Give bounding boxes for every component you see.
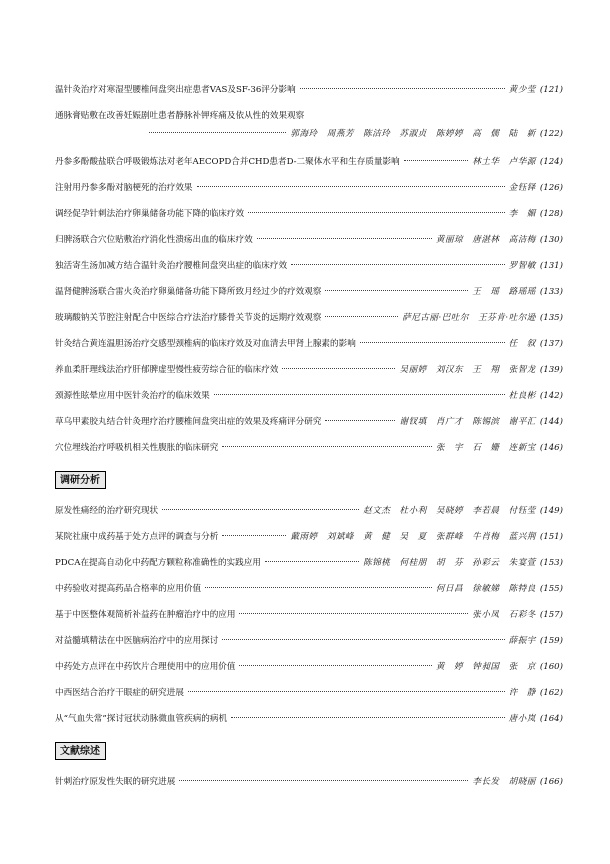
dot-leader [239,665,431,666]
toc-entry [55,531,563,543]
page-number: (166) [539,777,563,787]
article-title: 某院社康中成药基于处方点评的调查与分析 [55,532,219,542]
toc-entry [55,234,563,246]
page-number: (151) [539,532,563,542]
article-title: 针灸结合黄连温胆汤治疗交感型颈椎病的临床疗效及对血清去甲肾上腺素的影响 [55,339,356,349]
page-number: (149) [539,506,563,516]
dot-leader [265,561,359,562]
toc-entry [55,182,563,194]
page-number: (133) [539,287,563,297]
dot-leader [231,717,505,718]
page-number: (124) [539,157,563,167]
dot-leader [257,238,432,239]
toc-entry [55,364,563,376]
table-of-contents [55,84,563,788]
article-title: 穴位埋线治疗呼吸机相关性腹胀的临床研究 [55,443,219,453]
dot-leader [239,613,468,614]
toc-entry [55,84,563,96]
page-number: (139) [539,365,563,375]
page-number: (159) [539,636,563,646]
dot-leader [282,368,395,369]
toc-entry-row [55,416,563,428]
page-number: (144) [539,417,563,427]
dot-leader [222,446,432,447]
section-heading: 调研分析 [55,471,106,489]
page-number: (130) [539,235,563,245]
dot-leader [162,509,359,510]
article-authors: 张小凤 石彩冬 [472,610,536,620]
toc-entry-row [55,776,563,788]
page-number: (162) [539,688,563,698]
toc-entry-row [55,635,563,647]
toc-entry-row [55,110,563,122]
article-authors: 戴雨婷 刘斌峰 黄 健 吴 夏 张群峰 牛肖梅 蓝兴荆 [290,532,536,542]
article-title: 丹参多酚酸盐联合呼吸锻炼法对老年AECOPD合并CHD患者D-二聚体水平和生存质量影响 [55,157,400,167]
article-title: 基于中医整体观简析补益药在肿瘤治疗中的应用 [55,610,236,620]
dot-leader [222,639,504,640]
article-authors: 王 瑶 路瑶瑶 [472,287,536,297]
article-title: 养血柔肝理线法治疗肝郁脾虚型慢性疲劳综合征的临床疗效 [55,365,279,375]
article-title: 草乌甲素胶丸结合针灸理疗治疗腰椎间盘突出症的效果及疼痛评分研究 [55,417,322,427]
toc-entry [55,505,563,517]
toc-entry-row [55,661,563,673]
article-authors: 黄少莹 [508,85,536,95]
article-authors: 李 媚 [508,209,536,219]
dot-leader [248,212,505,213]
article-title: 从“气血失常”探讨冠状动脉微血管疾病的病机 [55,714,228,724]
toc-entry-row [55,713,563,725]
toc-entry [55,416,563,428]
page-number: (146) [539,443,563,453]
article-title: 针刺治疗原发性失眠的研究进展 [55,777,176,787]
page-number: (164) [539,714,563,724]
dot-leader [300,88,505,89]
toc-entry [55,776,563,788]
page-number: (142) [539,391,563,401]
article-title: 中药处方点评在中药饮片合理使用中的应用价值 [55,662,236,672]
article-authors: 何日昌 徐敏娣 陈特良 [435,584,536,594]
dot-leader [360,342,505,343]
toc-entry-row [55,286,563,298]
toc-entry [55,635,563,647]
article-authors: 谢钗填 肖广才 陈锡滨 谢平汇 [399,417,536,427]
page-number: (121) [539,85,563,95]
toc-entry [55,583,563,595]
page-number: (122) [539,129,563,139]
page-number: (137) [539,339,563,349]
toc-entry [55,661,563,673]
article-authors: 林土华 卢华源 [472,157,536,167]
toc-entry-row [55,364,563,376]
article-title: 中药验收对提高药品合格率的应用价值 [55,584,202,594]
article-title: PDCA在提高自动化中药配方颗粒称准确性的实践应用 [55,558,261,568]
page-number: (126) [539,183,563,193]
section-heading: 文献综述 [55,742,106,760]
article-authors: 薛振宇 [508,636,536,646]
article-authors: 张 宇 石 姗 连新宝 [435,443,536,453]
article-authors: 罗智敏 [508,261,536,271]
page-number: (135) [539,313,563,323]
article-authors: 李长发 胡晓丽 [472,777,536,787]
toc-entry [55,286,563,298]
page-number: (155) [539,584,563,594]
dot-leader [325,316,398,317]
article-authors: 吴丽婷 刘汉东 王 翔 张智龙 [399,365,536,375]
toc-entry-row [55,182,563,194]
page-number: (128) [539,209,563,219]
article-title: 中西医结合治疗干眼症的研究进展 [55,688,184,698]
article-title: 通脉膏贴敷在改善妊娠剧吐患者静脉补钾疼痛及依从性的效果观察 [55,111,305,121]
article-authors: 萨尼古丽·巴吐尔 王芬肯·吐尔逊 [402,313,536,323]
article-title: 调经促孕针刺法治疗卵巢储备功能下降的临床疗效 [55,209,245,219]
toc-entry [55,713,563,725]
article-authors: 黄丽琼 唐湛林 高洁梅 [435,235,536,245]
dot-leader [149,132,286,133]
toc-entry [55,557,563,569]
toc-entry [55,110,563,140]
article-authors: 郭海玲 周燕芳 陈洁玲 苏淑贞 陈婷婷 高 儒 陆 新 [290,129,536,139]
dot-leader [291,264,505,265]
article-authors: 唐小岚 [508,714,536,724]
toc-entry-row [55,505,563,517]
toc-entry [55,312,563,324]
toc-entry-row [55,687,563,699]
toc-entry [55,338,563,350]
article-authors: 陈锦桃 何桂朋 胡 芬 孙彩云 朱宴萱 [363,558,536,568]
article-title: 颈源性眩晕应用中医针灸治疗的临床效果 [55,391,210,401]
toc-entry [55,156,563,168]
dot-leader [205,587,432,588]
dot-leader [188,691,505,692]
article-authors: 金钰铎 [508,183,536,193]
toc-entry-row [55,609,563,621]
dot-leader [325,290,468,291]
toc-entry-row [55,234,563,246]
dot-leader [222,535,286,536]
page-number: (160) [539,662,563,672]
toc-entry-row [55,128,563,140]
article-title: 对益髓填精法在中医脑病治疗中的应用探讨 [55,636,219,646]
section-heading-row [55,468,563,489]
article-title: 原发性痛经的治疗研究现状 [55,506,159,516]
toc-entry-row [55,312,563,324]
toc-entry-row [55,156,563,168]
article-authors: 黄 婷 钟昶国 张 京 [435,662,536,672]
toc-entry-row [55,208,563,220]
toc-entry [55,442,563,454]
page-number: (131) [539,261,563,271]
article-authors: 任 叙 [508,339,536,349]
toc-entry-row [55,557,563,569]
toc-entry [55,208,563,220]
article-title: 玻璃酸钠关节腔注射配合中医综合疗法治疗膝骨关节炎的远期疗效观察 [55,313,322,323]
article-authors: 赵文杰 杜小利 吴晓婷 李若晨 付钰莹 [363,506,536,516]
toc-entry-row [55,260,563,272]
page-number: (157) [539,610,563,620]
toc-entry-row [55,84,563,96]
dot-leader [325,420,395,421]
toc-entry-row [55,390,563,402]
toc-entry [55,687,563,699]
article-title: 温针灸治疗对寒湿型腰椎间盘突出症患者VAS及SF-36评分影响 [55,85,296,95]
article-title: 注射用丹参多酚对脑梗死的治疗效果 [55,183,193,193]
article-title: 温肾健脾汤联合雷火灸治疗卵巢储备功能下降所致月经过少的疗效观察 [55,287,322,297]
page-number: (153) [539,558,563,568]
section-heading-row [55,739,563,760]
article-title: 归脾汤联合穴位贴敷治疗消化性溃疡出血的临床疗效 [55,235,253,245]
toc-entry-row [55,442,563,454]
toc-entry-row [55,583,563,595]
article-authors: 许 静 [508,688,536,698]
toc-entry [55,609,563,621]
toc-entry-row [55,338,563,350]
article-authors: 杜良彬 [508,391,536,401]
article-title: 独活寄生汤加减方结合温针灸治疗腰椎间盘突出症的临床疗效 [55,261,288,271]
toc-entry-row [55,531,563,543]
dot-leader [404,160,469,161]
dot-leader [179,780,468,781]
toc-entry [55,260,563,272]
dot-leader [214,394,505,395]
dot-leader [197,186,505,187]
toc-entry [55,390,563,402]
